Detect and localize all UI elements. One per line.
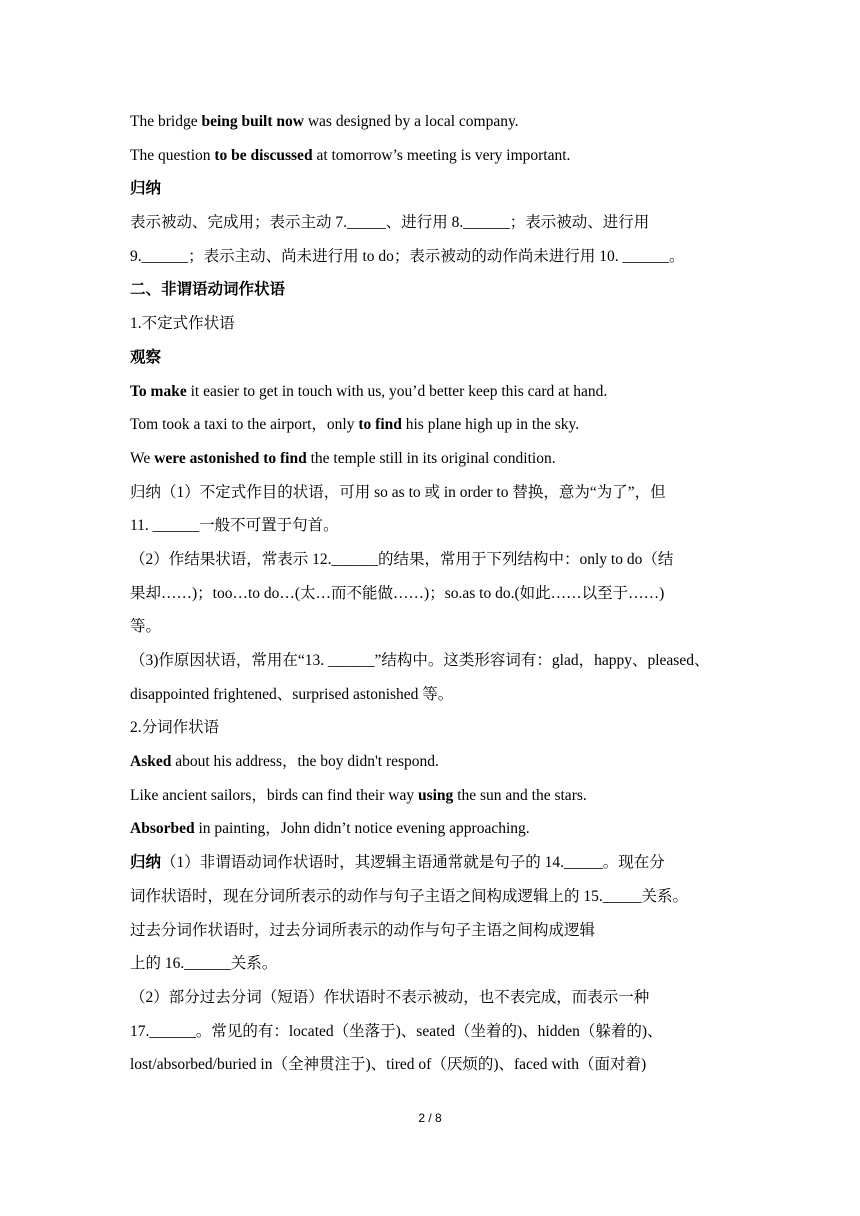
text-run: Tom took a taxi to the airport，only [130, 416, 359, 434]
bold-run: using [417, 786, 454, 804]
text-run: 过去分词作状语时，过去分词所表示的动作与句子主语之间构成逻辑 [130, 921, 596, 939]
text-line [130, 310, 732, 344]
text-line [130, 344, 732, 378]
page-number: 2 / 8 [418, 1111, 442, 1125]
text-line [130, 108, 732, 142]
text-run: 11. ______一般不可置于句首。 [130, 517, 339, 535]
text-run: in painting，John didn’t notice evening approaching. [194, 820, 530, 838]
text-run: 表示被动、完成用；表示主动 7._____、进行用 8.______；表示被动、进行用 [130, 214, 650, 232]
text-line [130, 984, 732, 1018]
text-line [130, 681, 732, 715]
text-run: 2.分词作状语 [130, 719, 220, 737]
text-run: （2）作结果状语，常表示 12.______的结果，常用于下列结构中：only to do（结 [130, 550, 674, 568]
text-line [130, 142, 732, 176]
bold-run: 二、非谓语动词作状语 [130, 281, 286, 299]
text-line [130, 1018, 732, 1052]
text-line [130, 714, 732, 748]
bold-run: Absorbed [130, 820, 195, 838]
text-run: The question [130, 146, 215, 164]
text-run: his plane high up in the sky. [401, 416, 580, 434]
bold-run: To make [130, 382, 187, 400]
text-run: 果却……)；too…to do…(太…而不能做……)；so.as to do.(如此……以至于……) [130, 584, 665, 602]
text-line [130, 613, 732, 647]
text-run: 归纳（1）不定式作目的状语，可用 so as to 或 in order to 替换，意为“为了”，但 [130, 483, 666, 501]
text-line [130, 243, 732, 277]
text-line [130, 1051, 732, 1085]
text-run: disappointed frightened、surprised astonished 等。 [130, 685, 454, 703]
bold-run: Asked [130, 753, 172, 771]
text-run: （3)作原因状语，常用在“13. ______”结构中。这类形容词有：glad，happy、pleased、 [130, 652, 710, 669]
text-run: it easier to get in touch with us, you’d better keep this card at hand. [186, 382, 608, 400]
text-run: 等。 [130, 618, 162, 636]
bold-run: to find [358, 416, 402, 434]
text-line [130, 950, 732, 984]
text-line [130, 276, 732, 310]
text-run: 上的 16.______关系。 [130, 955, 278, 973]
text-line [130, 445, 732, 479]
text-line [130, 546, 732, 580]
text-run: about his address，the boy didn't respond. [171, 753, 439, 771]
text-run: lost/absorbed/buried in（全神贯注于)、tired of（厌烦的)、faced with（面对着) [130, 1056, 647, 1074]
text-run: was designed by a local company. [303, 113, 519, 130]
text-line [130, 748, 732, 782]
text-run: Like ancient sailors，birds can find their way [130, 786, 418, 804]
text-line [130, 411, 732, 445]
text-line [130, 175, 732, 209]
text-line [130, 512, 732, 546]
text-line [130, 378, 732, 412]
text-run: The bridge [130, 113, 202, 130]
text-line [130, 479, 732, 513]
text-line [130, 883, 732, 917]
text-run: 9.______；表示主动、尚未进行用 to do；表示被动的动作尚未进行用 10. ______。 [130, 247, 685, 265]
text-line [130, 815, 732, 849]
text-line [130, 647, 732, 681]
text-run: （2）部分过去分词（短语）作状语时不表示被动，也不表完成，而表示一种 [130, 988, 650, 1006]
text-line [130, 917, 732, 951]
bold-run: being built now [201, 113, 304, 130]
text-run: 1.不定式作状语 [130, 315, 235, 333]
text-run: the sun and the stars. [453, 786, 587, 804]
text-run: 词作状语时，现在分词所表示的动作与句子主语之间构成逻辑上的 15._____关系。 [130, 887, 689, 905]
bold-run: were astonished to find [154, 449, 307, 467]
text-run: at tomorrow’s meeting is very important. [312, 146, 571, 164]
text-line [130, 849, 732, 883]
bold-run: 归纳 [130, 854, 162, 872]
text-line [130, 782, 732, 816]
text-run: We [130, 449, 155, 467]
bold-run: to be discussed [214, 146, 313, 164]
text-line [130, 209, 732, 243]
bold-run: 归纳 [130, 180, 162, 198]
text-run: （1）非谓语动词作状语时，其逻辑主语通常就是句子的 14._____。现在分 [161, 854, 665, 872]
text-line [130, 580, 732, 614]
document-body [130, 108, 732, 1085]
text-run: 17.______。常见的有：located（坐落于)、seated（坐着的)、hidden（躲着的)、 [130, 1022, 663, 1040]
bold-run: 观察 [130, 348, 162, 366]
text-run: the temple still in its original condition. [306, 449, 556, 467]
